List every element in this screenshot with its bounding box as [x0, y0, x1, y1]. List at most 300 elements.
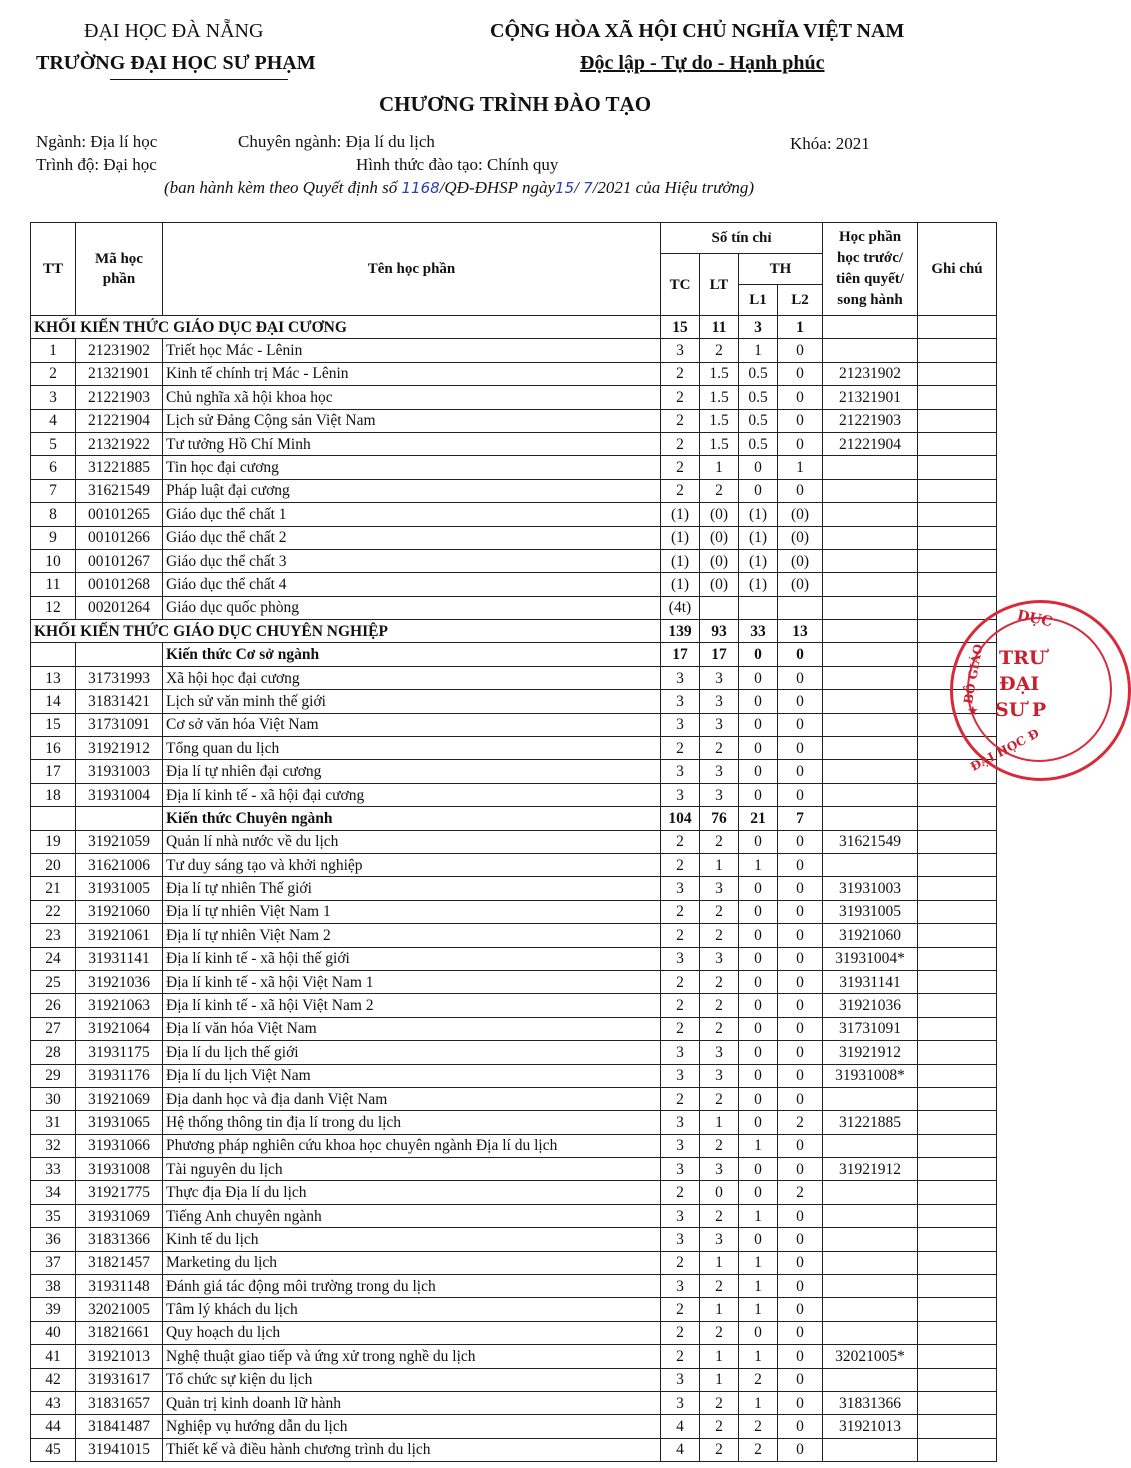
- cell-lt: [700, 596, 739, 619]
- cell-note: [918, 1158, 997, 1181]
- table-row: [31, 1251, 997, 1274]
- cell-l2: 0: [778, 432, 823, 455]
- cell-tc: 3: [661, 783, 700, 806]
- table-row: [31, 1438, 997, 1461]
- seal-line-3: SƯ P: [995, 699, 1047, 721]
- cell-prereq: [823, 1368, 918, 1391]
- cell-l1: 0: [739, 1321, 778, 1344]
- cell-note: [918, 596, 997, 619]
- col-tc-header: TC: [661, 254, 700, 316]
- cell-prereq: 31921013: [823, 1415, 918, 1438]
- cell-lt: 1.5: [700, 432, 739, 455]
- cell-l1: 0: [739, 643, 778, 666]
- cell-l2: 0: [778, 1017, 823, 1040]
- cell-lt: 2: [700, 1087, 739, 1110]
- cell-tt: 15: [31, 713, 76, 736]
- cell-l2: 0: [778, 947, 823, 970]
- cell-tc: 2: [661, 994, 700, 1017]
- cell-code: 31921912: [76, 737, 163, 760]
- cell-code: 31931617: [76, 1368, 163, 1391]
- cell-l2: 1: [778, 316, 823, 339]
- cell-note: [918, 1111, 997, 1134]
- cell-course-name: Quản lí nhà nước về du lịch: [163, 830, 661, 853]
- cell-lt: 2: [700, 1415, 739, 1438]
- cell-tt: 30: [31, 1087, 76, 1110]
- cell-l2: 2: [778, 1181, 823, 1204]
- cell-tt: 9: [31, 526, 76, 549]
- cell-l2: [778, 596, 823, 619]
- cell-prereq: [823, 1251, 918, 1274]
- cell-note: [918, 573, 997, 596]
- cell-lt: 11: [700, 316, 739, 339]
- cell-course-name: Địa lí kinh tế - xã hội thế giới: [163, 947, 661, 970]
- cell-tc: 17: [661, 643, 700, 666]
- cell-tc: 2: [661, 737, 700, 760]
- cell-l2: 0: [778, 1251, 823, 1274]
- cell-prereq: 21321901: [823, 386, 918, 409]
- cell-prereq: [823, 339, 918, 362]
- cell-tc: 3: [661, 1134, 700, 1157]
- cell-tc: 2: [661, 1181, 700, 1204]
- cell-course-name: Hệ thống thông tin địa lí trong du lịch: [163, 1111, 661, 1134]
- cell-lt: 2: [700, 830, 739, 853]
- cell-note: [918, 1041, 997, 1064]
- cell-l2: 0: [778, 409, 823, 432]
- cell-tc: 4: [661, 1415, 700, 1438]
- cell-tt: 24: [31, 947, 76, 970]
- cell-l2: 0: [778, 1204, 823, 1227]
- cell-tt: 2: [31, 362, 76, 385]
- cell-tc: 2: [661, 1321, 700, 1344]
- cell-tt: 8: [31, 503, 76, 526]
- table-row: [31, 386, 997, 409]
- cell-l2: 0: [778, 362, 823, 385]
- table-row: [31, 1321, 997, 1344]
- cell-prereq: [823, 1228, 918, 1251]
- cell-code: 31921064: [76, 1017, 163, 1040]
- cell-note: [918, 479, 997, 502]
- cell-prereq: 31931008*: [823, 1064, 918, 1087]
- cell-tt: 26: [31, 994, 76, 1017]
- cell-l1: 0.5: [739, 432, 778, 455]
- cell-course-name: Marketing du lịch: [163, 1251, 661, 1274]
- cell-tc: 3: [661, 947, 700, 970]
- seal-star-icon: ★: [967, 703, 979, 718]
- cell-note: [918, 853, 997, 876]
- cell-tc: 2: [661, 1087, 700, 1110]
- cell-tt: 31: [31, 1111, 76, 1134]
- cell-l1: 0: [739, 666, 778, 689]
- cell-l1: 0: [739, 1041, 778, 1064]
- cell-lt: 2: [700, 900, 739, 923]
- table-row: [31, 1298, 997, 1321]
- table-row: [31, 1017, 997, 1040]
- cell-tt: 37: [31, 1251, 76, 1274]
- cell-note: [918, 1228, 997, 1251]
- section-title: KHỐI KIẾN THỨC GIÁO DỤC ĐẠI CƯƠNG: [31, 316, 661, 339]
- cell-l1: 0.5: [739, 362, 778, 385]
- cell-tt: 13: [31, 666, 76, 689]
- cell-tc: 2: [661, 479, 700, 502]
- cell-l1: 3: [739, 316, 778, 339]
- cell-tt: 39: [31, 1298, 76, 1321]
- cell-note: [918, 1298, 997, 1321]
- cell-tc: (1): [661, 526, 700, 549]
- cell-tc: 2: [661, 1251, 700, 1274]
- cell-tc: (1): [661, 549, 700, 572]
- table-row: [31, 877, 997, 900]
- cell-l2: 0: [778, 783, 823, 806]
- cell-note: [918, 549, 997, 572]
- table-header-row: [31, 223, 997, 254]
- cell-l1: 1: [739, 1275, 778, 1298]
- cell-lt: 3: [700, 1158, 739, 1181]
- table-row: [31, 690, 997, 713]
- cell-lt: 1: [700, 853, 739, 876]
- cell-tc: 2: [661, 900, 700, 923]
- table-row: [31, 1041, 997, 1064]
- col-l1-header: L1: [739, 285, 778, 316]
- cell-note: [918, 1064, 997, 1087]
- table-row: [31, 409, 997, 432]
- cell-note: [918, 456, 997, 479]
- cell-lt: 2: [700, 339, 739, 362]
- cell-tt: 1: [31, 339, 76, 362]
- cell-course-name: Địa lí du lịch thế giới: [163, 1041, 661, 1064]
- cell-course-name: Quản trị kinh doanh lữ hành: [163, 1391, 661, 1414]
- cell-l1: 0: [739, 1228, 778, 1251]
- cell-course-name: Địa lí kinh tế - xã hội Việt Nam 2: [163, 994, 661, 1017]
- cell-prereq: [823, 503, 918, 526]
- cell-tc: 3: [661, 1368, 700, 1391]
- cell-lt: 2: [700, 1275, 739, 1298]
- cell-lt: 3: [700, 690, 739, 713]
- cell-l2: 0: [778, 924, 823, 947]
- cell-course-name: Tin học đại cương: [163, 456, 661, 479]
- major-label: Ngành: Địa lí học: [36, 132, 158, 151]
- seal-inner-ring: [967, 617, 1112, 762]
- cell-l2: 0: [778, 1368, 823, 1391]
- cell-code: 31921013: [76, 1345, 163, 1368]
- cell-code: 31931175: [76, 1041, 163, 1064]
- cell-prereq: [823, 596, 918, 619]
- cell-l1: 0: [739, 947, 778, 970]
- cell-l2: 0: [778, 900, 823, 923]
- cell-code: 31931005: [76, 877, 163, 900]
- cell-tc: 3: [661, 1391, 700, 1414]
- cell-code: 31831657: [76, 1391, 163, 1414]
- cell-l2: 0: [778, 1158, 823, 1181]
- cell-tc: 2: [661, 830, 700, 853]
- cell-tc: (4t): [661, 596, 700, 619]
- table-row: [31, 549, 997, 572]
- cell-prereq: [823, 783, 918, 806]
- cell-course-name: Địa danh học và địa danh Việt Nam: [163, 1087, 661, 1110]
- cell-l2: 0: [778, 666, 823, 689]
- table-row: [31, 479, 997, 502]
- table-row: [31, 783, 997, 806]
- cell-l1: 0: [739, 1111, 778, 1134]
- cell-tt: 41: [31, 1345, 76, 1368]
- cell-course-name: Pháp luật đại cương: [163, 479, 661, 502]
- cell-tt: 44: [31, 1415, 76, 1438]
- cell-prereq: [823, 1181, 918, 1204]
- cell-lt: (0): [700, 526, 739, 549]
- document-title: CHƯƠNG TRÌNH ĐÀO TẠO: [378, 92, 652, 116]
- cell-code: 31921063: [76, 994, 163, 1017]
- cell-l2: 0: [778, 1228, 823, 1251]
- cell-note: [918, 947, 997, 970]
- cell-note: [918, 1017, 997, 1040]
- decree-number: 1168: [401, 179, 440, 197]
- cell-tt: 10: [31, 549, 76, 572]
- cell-note: [918, 432, 997, 455]
- cell-note: [918, 1181, 997, 1204]
- cell-prereq: 21221903: [823, 409, 918, 432]
- cell-l2: 0: [778, 830, 823, 853]
- cell-prereq: 31831366: [823, 1391, 918, 1414]
- table-row: [31, 339, 997, 362]
- cell-code: 31931141: [76, 947, 163, 970]
- subsection-title: Kiến thức Cơ sở ngành: [163, 643, 661, 666]
- cell-prereq: [823, 643, 918, 666]
- cell-prereq: [823, 1298, 918, 1321]
- cell-tt: 33: [31, 1158, 76, 1181]
- cell-course-name: Giáo dục thể chất 1: [163, 503, 661, 526]
- cell-l1: 0: [739, 1017, 778, 1040]
- cell-note: [918, 783, 997, 806]
- cell-l2: 0: [778, 339, 823, 362]
- cell-course-name: Tổ chức sự kiện du lịch: [163, 1368, 661, 1391]
- cell-l1: 1: [739, 1251, 778, 1274]
- cell-tt: 21: [31, 877, 76, 900]
- cell-tc: 3: [661, 1041, 700, 1064]
- cell-lt: 2: [700, 1321, 739, 1344]
- cell-code: 31931065: [76, 1111, 163, 1134]
- cell-lt: 3: [700, 760, 739, 783]
- cell-code: 31831421: [76, 690, 163, 713]
- cell-prereq: [823, 620, 918, 643]
- cell-lt: 2: [700, 994, 739, 1017]
- cell-tc: 3: [661, 1275, 700, 1298]
- cell-course-name: Thiết kế và điều hành chương trình du lịch: [163, 1438, 661, 1461]
- cell-l2: 0: [778, 1438, 823, 1461]
- table-row: [31, 456, 997, 479]
- cell-course-name: Địa lí kinh tế - xã hội Việt Nam 1: [163, 970, 661, 993]
- cell-lt: 2: [700, 479, 739, 502]
- cell-tc: 2: [661, 1017, 700, 1040]
- cell-lt: 1: [700, 1111, 739, 1134]
- cell-note: [918, 830, 997, 853]
- cell-prereq: 31931005: [823, 900, 918, 923]
- cell-code: 31841487: [76, 1415, 163, 1438]
- cell-l1: 1: [739, 339, 778, 362]
- school-name: TRƯỜNG ĐẠI HỌC SƯ PHẠM: [36, 52, 316, 74]
- cell-course-name: Địa lí văn hóa Việt Nam: [163, 1017, 661, 1040]
- table-row: [31, 596, 997, 619]
- table-row: [31, 970, 997, 993]
- cell-lt: 3: [700, 1041, 739, 1064]
- decree-month: 7: [583, 179, 593, 197]
- cell-tt: 4: [31, 409, 76, 432]
- cell-lt: 3: [700, 666, 739, 689]
- cell-prereq: 31921060: [823, 924, 918, 947]
- table-row: [31, 432, 997, 455]
- table-row: [31, 853, 997, 876]
- cell-course-name: Tư duy sáng tạo và khởi nghiệp: [163, 853, 661, 876]
- cell-l1: 0: [739, 924, 778, 947]
- cell-tc: 3: [661, 1111, 700, 1134]
- cell-lt: (0): [700, 503, 739, 526]
- cell-l1: 0: [739, 1087, 778, 1110]
- cell-course-name: Giáo dục thể chất 2: [163, 526, 661, 549]
- cell-lt: 3: [700, 783, 739, 806]
- section-title: KHỐI KIẾN THỨC GIÁO DỤC CHUYÊN NGHIỆP: [31, 620, 661, 643]
- cell-code: 31921060: [76, 900, 163, 923]
- official-seal: [950, 600, 1131, 781]
- cell-tc: 3: [661, 760, 700, 783]
- cell-tt: 23: [31, 924, 76, 947]
- cell-code: 00101266: [76, 526, 163, 549]
- cell-code: 31921061: [76, 924, 163, 947]
- cell-tt: 42: [31, 1368, 76, 1391]
- cell-code: 31921069: [76, 1087, 163, 1110]
- cell-course-name: Tổng quan du lịch: [163, 737, 661, 760]
- table-row: [31, 573, 997, 596]
- cell-l1: (1): [739, 526, 778, 549]
- table-row: [31, 713, 997, 736]
- table-row: [31, 900, 997, 923]
- cell-lt: 3: [700, 1228, 739, 1251]
- level-label: Trình độ: Đại học: [36, 155, 157, 174]
- cell-note: [918, 503, 997, 526]
- cell-prereq: 31931003: [823, 877, 918, 900]
- cell-course-name: Tiếng Anh chuyên ngành: [163, 1204, 661, 1227]
- cell-code: 21321901: [76, 362, 163, 385]
- table-row: [31, 1275, 997, 1298]
- cell-tt: 34: [31, 1181, 76, 1204]
- cell-tc: 3: [661, 339, 700, 362]
- table-row: [31, 924, 997, 947]
- cell-l2: 0: [778, 713, 823, 736]
- cell-course-name: Tư tưởng Hồ Chí Minh: [163, 432, 661, 455]
- cell-note: [918, 900, 997, 923]
- cell-code: 31931148: [76, 1275, 163, 1298]
- cell-note: [918, 877, 997, 900]
- cell-code: 31621006: [76, 853, 163, 876]
- cell-prereq: [823, 549, 918, 572]
- seal-line-1: TRƯ: [999, 647, 1046, 669]
- cell-code: 00101268: [76, 573, 163, 596]
- cell-code: 00101265: [76, 503, 163, 526]
- cell-l1: 0: [739, 1158, 778, 1181]
- cell-tt: 7: [31, 479, 76, 502]
- cell-l1: 2: [739, 1368, 778, 1391]
- cell-course-name: Phương pháp nghiên cứu khoa học chuyên ngành Địa lí du lịch: [163, 1134, 661, 1157]
- cell-note: [918, 807, 997, 830]
- cell-course-name: Nghệ thuật giao tiếp và ứng xử trong nghề du lịch: [163, 1345, 661, 1368]
- cell-code: 31921775: [76, 1181, 163, 1204]
- cell-tt: 18: [31, 783, 76, 806]
- cell-tc: 3: [661, 1158, 700, 1181]
- cell-tc: 2: [661, 1298, 700, 1321]
- cell-note: [918, 924, 997, 947]
- cell-note: [918, 970, 997, 993]
- cell-l2: 0: [778, 1345, 823, 1368]
- cell-l1: 1: [739, 853, 778, 876]
- cell-lt: 3: [700, 877, 739, 900]
- cell-tt: 36: [31, 1228, 76, 1251]
- cell-l1: 1: [739, 1298, 778, 1321]
- col-l2-header: L2: [778, 285, 823, 316]
- cell-note: [918, 1345, 997, 1368]
- cell-code: [76, 807, 163, 830]
- cell-l1: 33: [739, 620, 778, 643]
- cell-note: [918, 316, 997, 339]
- cell-code: 31931008: [76, 1158, 163, 1181]
- cell-prereq: [823, 713, 918, 736]
- cell-lt: 1: [700, 456, 739, 479]
- cell-course-name: Kinh tế chính trị Mác - Lênin: [163, 362, 661, 385]
- table-row: [31, 1415, 997, 1438]
- cell-lt: 2: [700, 1438, 739, 1461]
- cell-l2: 0: [778, 479, 823, 502]
- decree-line: [164, 178, 754, 198]
- cell-prereq: 31731091: [823, 1017, 918, 1040]
- cell-tt: 32: [31, 1134, 76, 1157]
- cell-lt: (0): [700, 549, 739, 572]
- cell-l1: 0.5: [739, 386, 778, 409]
- cell-lt: 1: [700, 1368, 739, 1391]
- cell-code: 21221903: [76, 386, 163, 409]
- cell-course-name: Địa lí tự nhiên đại cương: [163, 760, 661, 783]
- table-row: [31, 1368, 997, 1391]
- cell-prereq: [823, 573, 918, 596]
- cell-l2: 0: [778, 737, 823, 760]
- col-name-header: Tên học phần: [163, 223, 661, 316]
- cell-course-name: Giáo dục quốc phòng: [163, 596, 661, 619]
- cell-tc: 3: [661, 1204, 700, 1227]
- table-row: [31, 1181, 997, 1204]
- cohort-label: Khóa: 2021: [790, 134, 870, 153]
- cell-tt: 14: [31, 690, 76, 713]
- cell-tt: 45: [31, 1438, 76, 1461]
- cell-note: [918, 1321, 997, 1344]
- cell-course-name: Giáo dục thể chất 3: [163, 549, 661, 572]
- cell-course-name: Lịch sử văn minh thế giới: [163, 690, 661, 713]
- seal-top-text: DỤC: [1015, 607, 1054, 631]
- cell-tc: 2: [661, 970, 700, 993]
- cell-code: 32021005: [76, 1298, 163, 1321]
- cell-l2: 7: [778, 807, 823, 830]
- table-row: [31, 362, 997, 385]
- cell-l2: (0): [778, 503, 823, 526]
- cell-l2: 0: [778, 1391, 823, 1414]
- cell-l2: (0): [778, 549, 823, 572]
- cell-tc: 2: [661, 1345, 700, 1368]
- table-row: [31, 1064, 997, 1087]
- cell-tc: 4: [661, 1438, 700, 1461]
- table-row: [31, 503, 997, 526]
- cell-tc: 15: [661, 316, 700, 339]
- col-note-header: Ghi chú: [918, 223, 997, 316]
- cell-l2: 0: [778, 970, 823, 993]
- cell-l1: 1: [739, 1391, 778, 1414]
- cell-lt: 1: [700, 1298, 739, 1321]
- table-row: [31, 666, 997, 689]
- cell-l2: 2: [778, 1111, 823, 1134]
- cell-course-name: Cơ sở văn hóa Việt Nam: [163, 713, 661, 736]
